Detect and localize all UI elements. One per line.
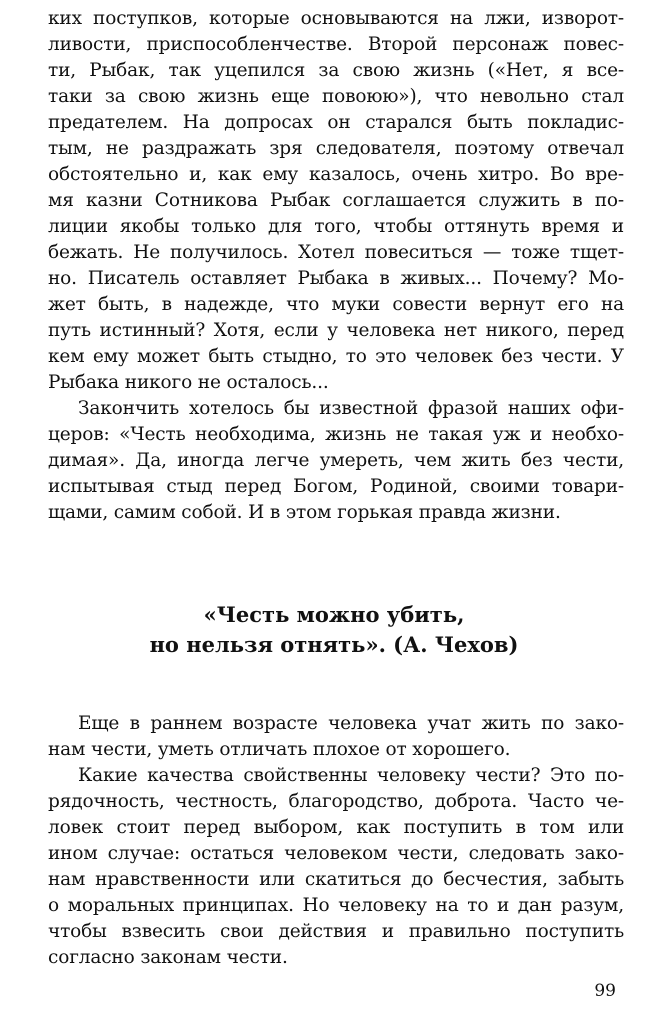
text-line: путь истинный? Хотя, если у человека нет никого, перед <box>48 320 624 341</box>
text-line: церов: «Честь необходима, жизнь не такая уж и необхо- <box>48 424 624 445</box>
text-line: бежать. Не получилось. Хотел повеситься — тоже тщет- <box>48 242 624 263</box>
text-line: щами, самим собой. И в этом горькая правда жизни. <box>48 502 561 523</box>
text-line: ином случае: остаться человеком чести, следовать зако- <box>48 843 624 864</box>
text-line: ливости, приспособленчестве. Второй персонаж повес- <box>48 34 624 55</box>
text-line: согласно законам чести. <box>48 947 288 968</box>
text-line: таки за свою жизнь еще повоюю»), что невольно стал <box>48 86 624 107</box>
page-number: 99 <box>594 981 616 1001</box>
text-line: Рыбака никого не осталось... <box>48 372 329 393</box>
text-line: ких поступков, которые основываются на лжи, изворот- <box>48 8 624 29</box>
text-line: мя казни Сотникова Рыбак соглашается служить в по- <box>48 190 624 211</box>
text-line: нам чести, уметь отличать плохое от хорошего. <box>48 739 511 760</box>
text-line: нам нравственности или скатиться до бесчестия, забыть <box>48 869 624 890</box>
essay-title-line: но нельзя отнять». (А. Чехов) <box>149 632 519 657</box>
text-line: о моральных принципах. Но человеку на то и дан разум, <box>48 895 624 916</box>
text-line: обстоятельно и, как ему казалось, очень хитро. Во вре- <box>48 164 624 185</box>
text-line: предателем. На допросах он старался быть покладис- <box>48 112 624 133</box>
text-line: чтобы взвесить свои действия и правильно поступить <box>48 921 624 942</box>
text-line: рядочность, честность, благородство, доброта. Часто че- <box>48 791 624 812</box>
text-line: ловек стоит перед выбором, как поступить в том или <box>48 817 624 838</box>
text-line: ти, Рыбак, так уцепился за свою жизнь («Нет, я все- <box>48 60 624 81</box>
text-line: Закончить хотелось бы известной фразой наших офи- <box>78 398 624 419</box>
essay-title-line: «Честь можно убить, <box>203 602 465 627</box>
text-line: кем ему может быть стыдно, то это человек без чести. У <box>48 346 624 367</box>
text-line: Еще в раннем возрасте человека учат жить по зако- <box>78 713 624 734</box>
text-line: Какие качества свойственны человеку чести? Это по- <box>78 765 624 786</box>
text-line: но. Писатель оставляет Рыбака в живых... Почему? Мо- <box>48 268 624 289</box>
text-line: жет быть, в надежде, что муки совести вернут его на <box>48 294 624 315</box>
text-line: тым, не раздражать зря следователя, поэтому отвечал <box>48 138 624 159</box>
text-line: димая». Да, иногда легче умереть, чем жить без чести, <box>48 450 624 471</box>
text-line: лиции якобы только для того, чтобы оттянуть время и <box>48 216 624 237</box>
text-line: испытывая стыд перед Богом, Родиной, своими товари- <box>48 476 624 497</box>
